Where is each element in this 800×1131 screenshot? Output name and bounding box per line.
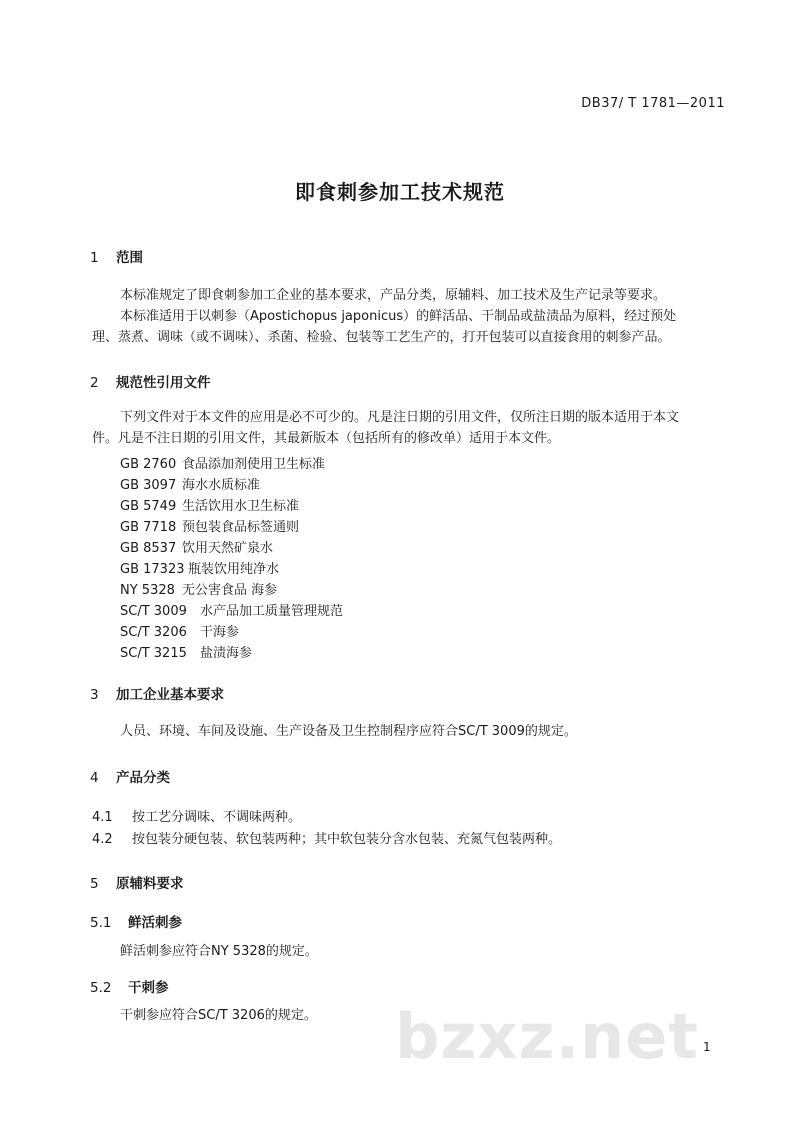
reference-code: SC/T 3206 [120, 625, 187, 640]
reference-code: NY 5328 [120, 583, 175, 598]
subsection-5-2-paragraph: 干刺参应符合SC/T 3206的规定。 [120, 1008, 317, 1023]
clause-4-2 [92, 828, 561, 847]
reference-item [120, 621, 239, 640]
subsection-number: 5.1 [90, 915, 112, 931]
section-1-paragraph-2-line-1: 本标准适用于以刺参（Apostichopus japonicus）的鲜活品、干制品或盐渍品为原料，经过预处 [120, 309, 677, 324]
subsection-5-2-heading [90, 976, 169, 996]
reference-item [120, 642, 252, 661]
reference-name: 盐渍海参 [200, 646, 253, 661]
section-1-heading [90, 246, 143, 266]
reference-code: GB 7718 [120, 520, 177, 535]
reference-item [120, 600, 343, 619]
reference-code: SC/T 3009 [120, 604, 187, 619]
reference-item [120, 474, 260, 493]
subsection-title: 鲜活刺参 [128, 915, 182, 931]
reference-name: 瓶装饮用纯净水 [188, 562, 280, 577]
document-title: 即食刺参加工技术规范 [295, 180, 505, 204]
reference-code: GB 3097 [120, 478, 177, 493]
reference-item [120, 516, 299, 535]
section-title: 范围 [116, 250, 143, 266]
section-number: 5 [90, 876, 99, 892]
section-1-paragraph-2-line-2: 理、蒸煮、调味（或不调味）、杀菌、检验、包装等工艺生产的，打开包装可以直接食用的刺参产品。 [92, 330, 671, 345]
clause-text: 按工艺分调味、不调味两种。 [132, 810, 302, 825]
section-3-paragraph: 人员、环境、车间及设施、生产设备及卫生控制程序应符合SC/T 3009的规定。 [120, 724, 577, 739]
page-number: 1 [703, 1040, 711, 1054]
section-title: 规范性引用文件 [116, 375, 211, 391]
section-title: 产品分类 [116, 770, 170, 786]
reference-name: 生活饮用水卫生标准 [182, 499, 300, 514]
subsection-title: 干刺参 [128, 980, 169, 996]
section-title: 加工企业基本要求 [116, 687, 224, 703]
clause-text: 按包装分硬包装、软包装两种；其中软包装分含水包装、充氮气包装两种。 [132, 832, 562, 847]
section-2-paragraph-line-1: 下列文件对于本文件的应用是必不可少的。凡是注日期的引用文件，仅所注日期的版本适用于本文 [120, 410, 680, 425]
section-number: 3 [90, 687, 99, 703]
reference-code: GB 2760 [120, 457, 177, 472]
reference-item [120, 558, 279, 577]
section-2-paragraph-line-2: 件。凡是不注日期的引用文件，其最新版本（包括所有的修改单）适用于本文件。 [92, 431, 561, 446]
reference-name: 海水水质标准 [182, 478, 261, 493]
section-2-heading [90, 371, 211, 391]
section-5-heading [90, 872, 184, 892]
watermark: bzxz.net [395, 1000, 699, 1073]
reference-item [120, 537, 273, 556]
section-1-paragraph-1: 本标准规定了即食刺参加工企业的基本要求，产品分类，原辅料、加工技术及生产记录等要求。 [120, 288, 667, 303]
section-3-heading [90, 683, 224, 703]
clause-number: 4.1 [92, 810, 113, 825]
reference-name: 预包装食品标签通则 [182, 520, 300, 535]
section-number: 1 [90, 250, 99, 266]
reference-item [120, 495, 299, 514]
reference-name: 干海参 [200, 625, 240, 640]
reference-name: 饮用天然矿泉水 [182, 541, 274, 556]
reference-name: 食品添加剂使用卫生标准 [182, 457, 326, 472]
section-4-heading [90, 766, 170, 786]
section-number: 4 [90, 770, 99, 786]
clause-number: 4.2 [92, 832, 113, 847]
reference-item [120, 579, 277, 598]
section-title: 原辅料要求 [116, 876, 184, 892]
clause-4-1 [92, 806, 301, 825]
reference-code: GB 5749 [120, 499, 177, 514]
standard-number: DB37/ T 1781—2011 [581, 96, 725, 111]
reference-item [120, 453, 325, 472]
subsection-number: 5.2 [90, 980, 112, 996]
subsection-5-1-paragraph: 鲜活刺参应符合NY 5328的规定。 [120, 944, 318, 959]
reference-name: 无公害食品 海参 [182, 583, 278, 598]
reference-code: SC/T 3215 [120, 646, 187, 661]
reference-code: GB 8537 [120, 541, 177, 556]
section-number: 2 [90, 375, 99, 391]
subsection-5-1-heading [90, 911, 182, 931]
reference-name: 水产品加工质量管理规范 [200, 604, 344, 619]
reference-code: GB 17323 [120, 562, 185, 577]
